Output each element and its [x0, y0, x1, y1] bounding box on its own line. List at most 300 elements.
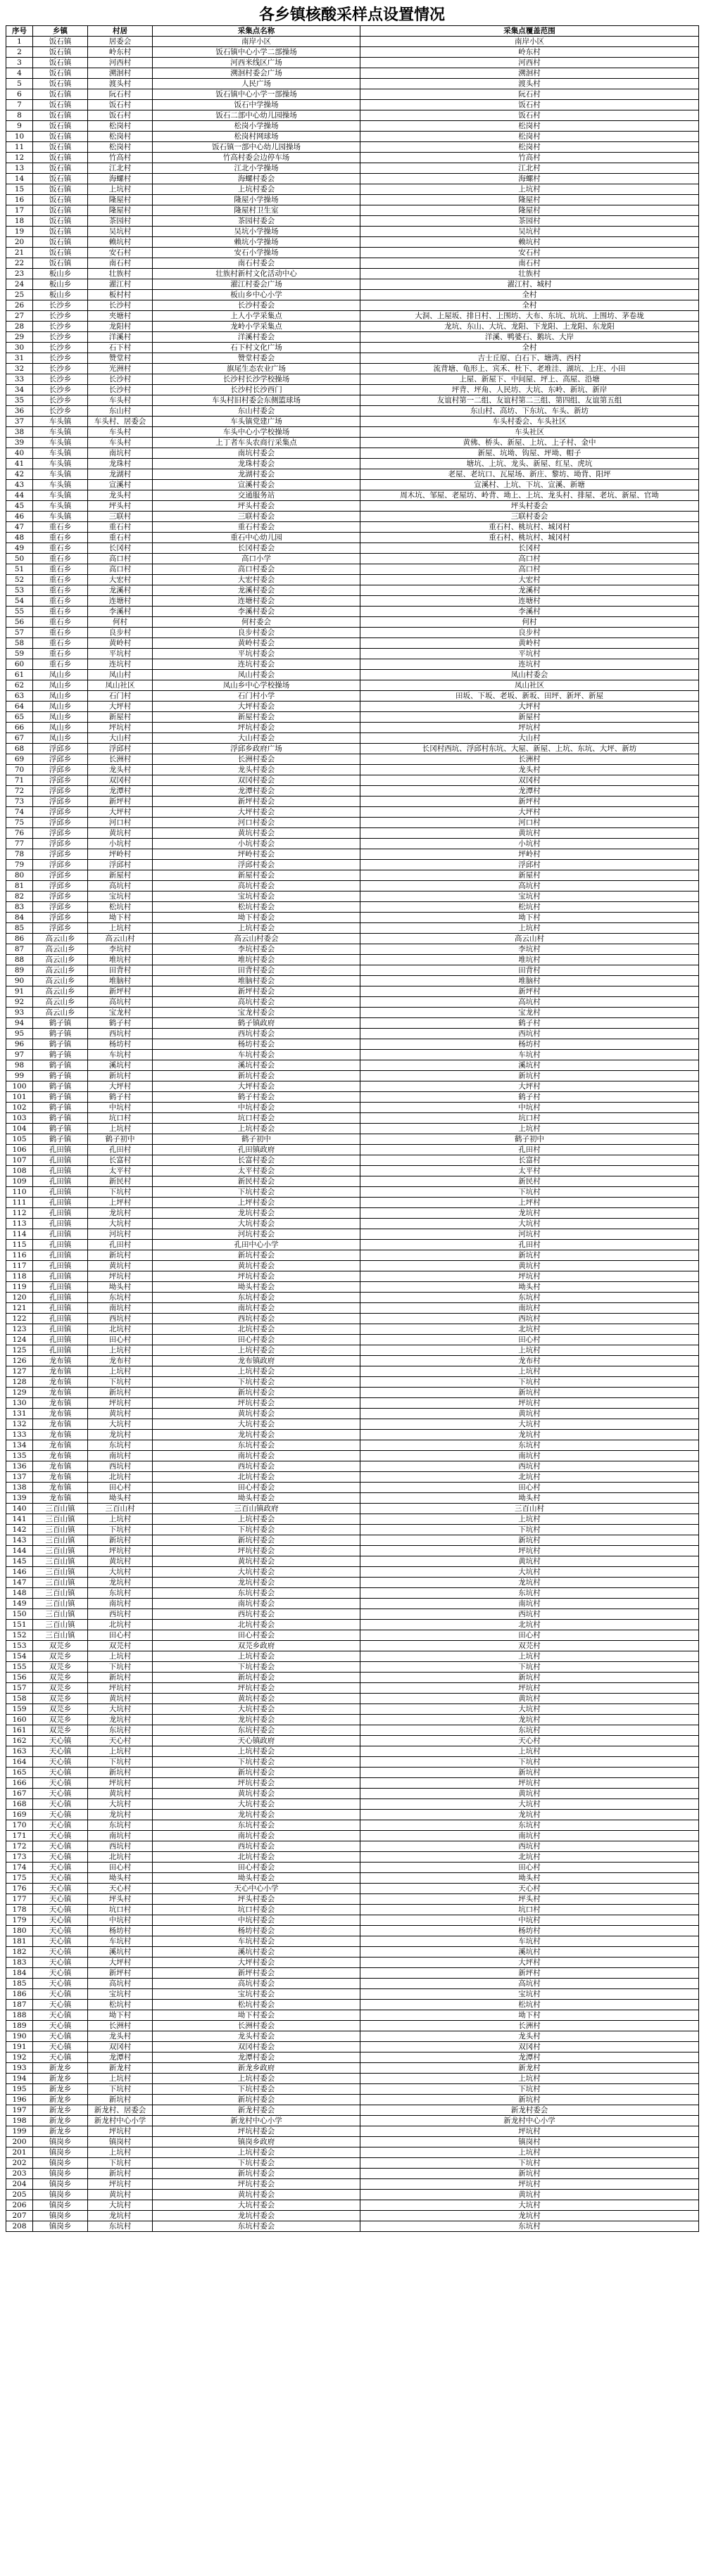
cell-point-name: 车坑村委会 [153, 1050, 360, 1060]
cell-township: 浮邱乡 [33, 849, 88, 860]
cell-point-name: 车坑村委会 [153, 1936, 360, 1947]
cell-point-name: 黄坑村委会 [153, 1556, 360, 1567]
cell-point-name: 田心村委会 [153, 1863, 360, 1873]
cell-village: 南坑村 [88, 1303, 153, 1314]
cell-village: 东坑村 [88, 1588, 153, 1599]
cell-index: 102 [6, 1103, 33, 1113]
cell-coverage: 上坑村 [360, 1124, 699, 1134]
table-row [6, 1630, 699, 1641]
cell-village: 大山村 [88, 733, 153, 744]
cell-coverage: 高坑村 [360, 997, 699, 1008]
cell-township: 龙布镇 [33, 1377, 88, 1388]
cell-township: 车头镇 [33, 512, 88, 522]
cell-township: 浮邱乡 [33, 902, 88, 913]
cell-township: 重石乡 [33, 564, 88, 575]
cell-coverage: 北坑村 [360, 1324, 699, 1335]
cell-village: 中坑村 [88, 1103, 153, 1113]
cell-index: 133 [6, 1430, 33, 1440]
table-row [6, 2021, 699, 2031]
cell-point-name: 上丁者车头农商行采集点 [153, 438, 360, 448]
cell-township: 浮邱乡 [33, 923, 88, 934]
cell-index: 70 [6, 765, 33, 775]
cell-township: 三百山镇 [33, 1514, 88, 1525]
cell-village: 龙布村 [88, 1356, 153, 1366]
cell-village: 下坑村 [88, 1187, 153, 1198]
cell-village: 黄坑村 [88, 1409, 153, 1419]
table-row [6, 417, 699, 427]
cell-coverage: 三百山村 [360, 1504, 699, 1514]
cell-village: 双冈村 [88, 775, 153, 786]
cell-coverage: 黄佛、桥头、新屋、上坑、上子村、金中 [360, 438, 699, 448]
cell-index: 19 [6, 227, 33, 237]
cell-coverage: 中坑村 [360, 1103, 699, 1113]
cell-point-name: 新屋村委会 [153, 870, 360, 881]
table-row [6, 490, 699, 501]
cell-village: 田心村 [88, 1863, 153, 1873]
cell-index: 142 [6, 1525, 33, 1535]
cell-village: 松岗村 [88, 142, 153, 153]
cell-village: 双芫村 [88, 1641, 153, 1651]
cell-township: 高云山乡 [33, 997, 88, 1008]
cell-point-name: 龙坑村委会 [153, 1430, 360, 1440]
cell-index: 144 [6, 1546, 33, 1556]
table-row [6, 2190, 699, 2200]
cell-index: 6 [6, 89, 33, 100]
cell-village: 大坪村 [88, 807, 153, 818]
cell-township: 浮邱乡 [33, 744, 88, 754]
cell-index: 157 [6, 1683, 33, 1694]
table-row [6, 258, 699, 269]
cell-village: 龙头村 [88, 2031, 153, 2042]
cell-village: 三百山村 [88, 1504, 153, 1514]
cell-township: 新龙乡 [33, 2084, 88, 2095]
cell-coverage: 饭石村 [360, 100, 699, 110]
cell-point-name: 长富村委会 [153, 1155, 360, 1166]
cell-village: 黄坑村 [88, 1261, 153, 1271]
cell-point-name: 旗尾生态农业广场 [153, 364, 360, 374]
cell-township: 天心镇 [33, 2000, 88, 2010]
cell-point-name: 下坑村委会 [153, 2158, 360, 2169]
cell-township: 长沙乡 [33, 343, 88, 353]
cell-village: 重石村 [88, 522, 153, 533]
table-row [6, 659, 699, 670]
cell-index: 46 [6, 512, 33, 522]
cell-point-name: 坪坑村委会 [153, 1778, 360, 1789]
cell-index: 106 [6, 1145, 33, 1155]
cell-village: 松岗村 [88, 132, 153, 142]
table-row [6, 343, 699, 353]
cell-village: 大坪村 [88, 1958, 153, 1968]
cell-coverage: 河坑村 [360, 1229, 699, 1240]
cell-point-name: 大坑村委会 [153, 1704, 360, 1715]
cell-point-name: 大坑村委会 [153, 1419, 360, 1430]
cell-point-name: 大坑村委会 [153, 1567, 360, 1578]
cell-coverage: 田心村 [360, 1483, 699, 1493]
cell-coverage: 黄坑村 [360, 828, 699, 839]
cell-index: 89 [6, 965, 33, 976]
cell-township: 天心镇 [33, 2052, 88, 2063]
table-row [6, 1356, 699, 1366]
cell-coverage: 坪坑村 [360, 2179, 699, 2190]
table-row [6, 638, 699, 649]
cell-village: 小坑村 [88, 839, 153, 849]
cell-point-name: 三联村委会 [153, 512, 360, 522]
cell-village: 坪头村 [88, 1894, 153, 1905]
cell-township: 天心镇 [33, 2021, 88, 2031]
cell-coverage: 溪坑村 [360, 1060, 699, 1071]
cell-village: 天心村 [88, 1736, 153, 1746]
cell-village: 坳头村 [88, 1493, 153, 1504]
cell-index: 56 [6, 617, 33, 628]
cell-township: 车头镇 [33, 417, 88, 427]
cell-township: 高云山乡 [33, 965, 88, 976]
table-row [6, 1863, 699, 1873]
cell-index: 122 [6, 1314, 33, 1324]
table-row [6, 1483, 699, 1493]
table-row [6, 438, 699, 448]
cell-township: 鹤子镇 [33, 1134, 88, 1145]
cell-township: 长沙乡 [33, 364, 88, 374]
cell-index: 131 [6, 1409, 33, 1419]
cell-township: 重石乡 [33, 617, 88, 628]
cell-village: 坪坑村 [88, 1398, 153, 1409]
table-row [6, 2010, 699, 2021]
cell-index: 172 [6, 1841, 33, 1852]
cell-township: 饭石镇 [33, 248, 88, 258]
cell-index: 174 [6, 1863, 33, 1873]
cell-township: 浮邱乡 [33, 839, 88, 849]
table-row [6, 269, 699, 279]
cell-coverage: 东山村、高坊、下东坑、车头、新坊 [360, 406, 699, 417]
cell-coverage: 南坑村 [360, 1831, 699, 1841]
table-row [6, 1271, 699, 1282]
cell-index: 123 [6, 1324, 33, 1335]
cell-index: 201 [6, 2147, 33, 2158]
table-row [6, 37, 699, 47]
cell-coverage: 高云山村 [360, 934, 699, 944]
cell-coverage: 田心村 [360, 1630, 699, 1641]
cell-point-name: 新坑村委会 [153, 1535, 360, 1546]
table-row [6, 1008, 699, 1018]
cell-coverage: 长洲村 [360, 754, 699, 765]
table-row [6, 300, 699, 311]
cell-point-name: 下坑村委会 [153, 1525, 360, 1535]
cell-coverage: 高坑村 [360, 1979, 699, 1989]
cell-village: 田心村 [88, 1335, 153, 1345]
cell-township: 高云山乡 [33, 1008, 88, 1018]
cell-village: 上坑村 [88, 1651, 153, 1662]
cell-point-name: 高坑村委会 [153, 997, 360, 1008]
cell-index: 196 [6, 2095, 33, 2105]
cell-village: 坳下村 [88, 913, 153, 923]
header-index: 序号 [6, 26, 33, 37]
cell-village: 李坑村 [88, 944, 153, 955]
cell-coverage: 隆屋村 [360, 195, 699, 205]
cell-index: 101 [6, 1092, 33, 1103]
cell-point-name: 龙坑村委会 [153, 1810, 360, 1820]
cell-coverage: 鹤子村 [360, 1092, 699, 1103]
cell-point-name: 车头村旧村委会东侧篮球场 [153, 395, 360, 406]
cell-point-name: 新坑村委会 [153, 1768, 360, 1778]
cell-point-name: 杨坊村委会 [153, 1039, 360, 1050]
table-row [6, 1567, 699, 1578]
table-row [6, 1388, 699, 1398]
cell-coverage: 良步村 [360, 628, 699, 638]
cell-coverage: 东坑村 [360, 1725, 699, 1736]
cell-point-name: 下坑村委会 [153, 1377, 360, 1388]
table-row [6, 512, 699, 522]
table-row [6, 575, 699, 585]
cell-index: 97 [6, 1050, 33, 1060]
cell-index: 137 [6, 1472, 33, 1483]
cell-coverage: 新坪村 [360, 797, 699, 807]
cell-village: 新坑村 [88, 2169, 153, 2179]
cell-coverage: 田心村 [360, 1335, 699, 1345]
table-row [6, 121, 699, 132]
cell-point-name: 坳下村委会 [153, 913, 360, 923]
cell-township: 饭石镇 [33, 195, 88, 205]
cell-coverage: 下坑村 [360, 2084, 699, 2095]
cell-point-name: 坳头村委会 [153, 1873, 360, 1884]
cell-village: 新坑村 [88, 1673, 153, 1683]
cell-coverage: 新坑村 [360, 1768, 699, 1778]
table-row [6, 1440, 699, 1451]
cell-coverage: 大坪村 [360, 1081, 699, 1092]
cell-point-name: 松岗小学操场 [153, 121, 360, 132]
cell-point-name: 上坑村委会 [153, 1746, 360, 1757]
cell-coverage: 上坑村 [360, 1514, 699, 1525]
cell-index: 44 [6, 490, 33, 501]
cell-coverage: 坳头村 [360, 1873, 699, 1884]
cell-village: 西坑村 [88, 1461, 153, 1472]
table-row [6, 797, 699, 807]
cell-coverage: 新屋、坑坳、钩屋、坪坳、帽子 [360, 448, 699, 459]
cell-point-name: 堆脑村委会 [153, 976, 360, 986]
cell-index: 22 [6, 258, 33, 269]
cell-point-name: 壮族村新村文化活动中心 [153, 269, 360, 279]
cell-coverage: 岭东村 [360, 47, 699, 58]
cell-index: 24 [6, 279, 33, 290]
table-row [6, 1219, 699, 1229]
cell-coverage: 浮邱村 [360, 860, 699, 870]
cell-township: 双芫乡 [33, 1683, 88, 1694]
cell-village: 岭东村 [88, 47, 153, 58]
cell-village: 孔田村 [88, 1145, 153, 1155]
table-row [6, 1419, 699, 1430]
cell-coverage: 溯洄村 [360, 68, 699, 79]
cell-index: 108 [6, 1166, 33, 1176]
cell-point-name: 坪坑村委会 [153, 2179, 360, 2190]
cell-index: 14 [6, 174, 33, 184]
cell-coverage: 长洲村 [360, 2021, 699, 2031]
cell-township: 双芫乡 [33, 1641, 88, 1651]
table-row [6, 670, 699, 680]
cell-coverage: 上坑村 [360, 1366, 699, 1377]
cell-township: 天心镇 [33, 1968, 88, 1979]
cell-township: 三百山镇 [33, 1578, 88, 1588]
cell-index: 13 [6, 163, 33, 174]
table-row [6, 913, 699, 923]
cell-point-name: 鹤子镇政府 [153, 1018, 360, 1029]
table-row [6, 195, 699, 205]
table-row [6, 691, 699, 702]
cell-township: 天心镇 [33, 1789, 88, 1799]
table-row [6, 1599, 699, 1609]
cell-point-name: 龙岭小学采集点 [153, 322, 360, 332]
cell-village: 龙珠村 [88, 459, 153, 469]
cell-index: 79 [6, 860, 33, 870]
cell-coverage: 全村 [360, 300, 699, 311]
cell-village: 车头村 [88, 438, 153, 448]
cell-coverage: 堆脑村 [360, 976, 699, 986]
cell-coverage: 西坑村 [360, 1461, 699, 1472]
cell-index: 190 [6, 2031, 33, 2042]
cell-coverage: 茶园村 [360, 216, 699, 227]
table-row [6, 1915, 699, 1926]
cell-village: 下坑村 [88, 1757, 153, 1768]
cell-coverage: 下坑村 [360, 2158, 699, 2169]
cell-point-name: 河坑村委会 [153, 1229, 360, 1240]
cell-index: 72 [6, 786, 33, 797]
table-row [6, 839, 699, 849]
cell-township: 天心镇 [33, 1915, 88, 1926]
cell-coverage: 高口村 [360, 554, 699, 564]
cell-coverage: 坪坑村 [360, 1271, 699, 1282]
table-row [6, 311, 699, 322]
table-row [6, 649, 699, 659]
cell-point-name: 高云山村委会 [153, 934, 360, 944]
table-row [6, 1018, 699, 1029]
cell-township: 双芫乡 [33, 1704, 88, 1715]
cell-index: 195 [6, 2084, 33, 2095]
table-row [6, 1451, 699, 1461]
table-row [6, 1926, 699, 1936]
cell-point-name: 黄岭村委会 [153, 638, 360, 649]
cell-point-name: 龙坑村委会 [153, 1715, 360, 1725]
cell-point-name: 竹高村委会边停车场 [153, 153, 360, 163]
cell-township: 饭石镇 [33, 258, 88, 269]
cell-village: 上坑村 [88, 1514, 153, 1525]
cell-point-name: 西坑村委会 [153, 1841, 360, 1852]
cell-coverage: 东坑村 [360, 1820, 699, 1831]
cell-index: 84 [6, 913, 33, 923]
cell-point-name: 吴坑小学操场 [153, 227, 360, 237]
cell-index: 130 [6, 1398, 33, 1409]
cell-township: 鹤子镇 [33, 1124, 88, 1134]
cell-index: 39 [6, 438, 33, 448]
cell-village: 安石村 [88, 248, 153, 258]
cell-index: 151 [6, 1620, 33, 1630]
cell-village: 凤山社区 [88, 680, 153, 691]
cell-index: 63 [6, 691, 33, 702]
cell-index: 149 [6, 1599, 33, 1609]
cell-township: 天心镇 [33, 1799, 88, 1810]
cell-village: 北坑村 [88, 1852, 153, 1863]
cell-index: 140 [6, 1504, 33, 1514]
cell-township: 龙布镇 [33, 1356, 88, 1366]
cell-index: 74 [6, 807, 33, 818]
cell-township: 新龙乡 [33, 2095, 88, 2105]
cell-village: 濯江村 [88, 279, 153, 290]
cell-point-name: 北坑村委会 [153, 1620, 360, 1630]
cell-township: 天心镇 [33, 1905, 88, 1915]
cell-coverage: 坪岭村 [360, 849, 699, 860]
cell-township: 饭石镇 [33, 142, 88, 153]
cell-coverage: 老屋、老坑口、瓦屋场、新庄、黎坊、坳背、阳坪 [360, 469, 699, 480]
cell-township: 孔田镇 [33, 1145, 88, 1155]
cell-point-name: 黄坑村委会 [153, 1261, 360, 1271]
cell-township: 三百山镇 [33, 1504, 88, 1514]
cell-index: 194 [6, 2074, 33, 2084]
table-row [6, 2031, 699, 2042]
cell-point-name: 溯洄村委会广场 [153, 68, 360, 79]
cell-coverage: 南坑村 [360, 1451, 699, 1461]
table-row [6, 216, 699, 227]
cell-village: 中坑村 [88, 1915, 153, 1926]
cell-township: 浮邱乡 [33, 807, 88, 818]
cell-index: 121 [6, 1303, 33, 1314]
cell-township: 双芫乡 [33, 1662, 88, 1673]
cell-point-name: 饭石二部中心幼儿园操场 [153, 110, 360, 121]
cell-township: 天心镇 [33, 1936, 88, 1947]
cell-township: 高云山乡 [33, 976, 88, 986]
cell-village: 龙潭村 [88, 786, 153, 797]
cell-index: 146 [6, 1567, 33, 1578]
cell-coverage: 长冈村西坑、浮邱村东坑、大屋、新屋、上坑、东坑、大坪、新坊 [360, 744, 699, 754]
table-row [6, 1050, 699, 1060]
cell-point-name: 天心镇政府 [153, 1736, 360, 1746]
cell-coverage: 西坑村 [360, 1609, 699, 1620]
cell-township: 镇岗乡 [33, 2158, 88, 2169]
cell-coverage: 车坑村 [360, 1050, 699, 1060]
cell-township: 饭石镇 [33, 47, 88, 58]
cell-township: 天心镇 [33, 2042, 88, 2052]
table-row [6, 1029, 699, 1039]
cell-point-name: 海螺村委会 [153, 174, 360, 184]
cell-village: 竹高村 [88, 153, 153, 163]
cell-index: 103 [6, 1113, 33, 1124]
cell-township: 饭石镇 [33, 89, 88, 100]
cell-coverage: 黄坑村 [360, 1556, 699, 1567]
cell-index: 4 [6, 68, 33, 79]
cell-village: 壮族村 [88, 269, 153, 279]
cell-index: 124 [6, 1335, 33, 1345]
cell-index: 12 [6, 153, 33, 163]
cell-point-name: 松坑村委会 [153, 902, 360, 913]
cell-coverage: 天心村 [360, 1884, 699, 1894]
cell-village: 堆脑村 [88, 976, 153, 986]
cell-village: 鹤子村 [88, 1018, 153, 1029]
cell-coverage: 车头村委会、车头社区 [360, 417, 699, 427]
table-header-row [6, 26, 699, 37]
cell-township: 孔田镇 [33, 1166, 88, 1176]
cell-index: 35 [6, 395, 33, 406]
cell-village: 光洲村 [88, 364, 153, 374]
cell-township: 孔田镇 [33, 1229, 88, 1240]
cell-village: 西坑村 [88, 1841, 153, 1852]
cell-index: 171 [6, 1831, 33, 1841]
cell-coverage: 下坑村 [360, 1525, 699, 1535]
table-row [6, 2052, 699, 2063]
cell-coverage: 田坂、下坂、老坂、新坂、田坪、新坪、新屋 [360, 691, 699, 702]
cell-township: 三百山镇 [33, 1630, 88, 1641]
cell-point-name: 隆屋小学操场 [153, 195, 360, 205]
cell-index: 129 [6, 1388, 33, 1398]
table-row [6, 754, 699, 765]
cell-point-name: 长沙村长沙学校操场 [153, 374, 360, 385]
cell-township: 浮邱乡 [33, 775, 88, 786]
cell-index: 99 [6, 1071, 33, 1081]
